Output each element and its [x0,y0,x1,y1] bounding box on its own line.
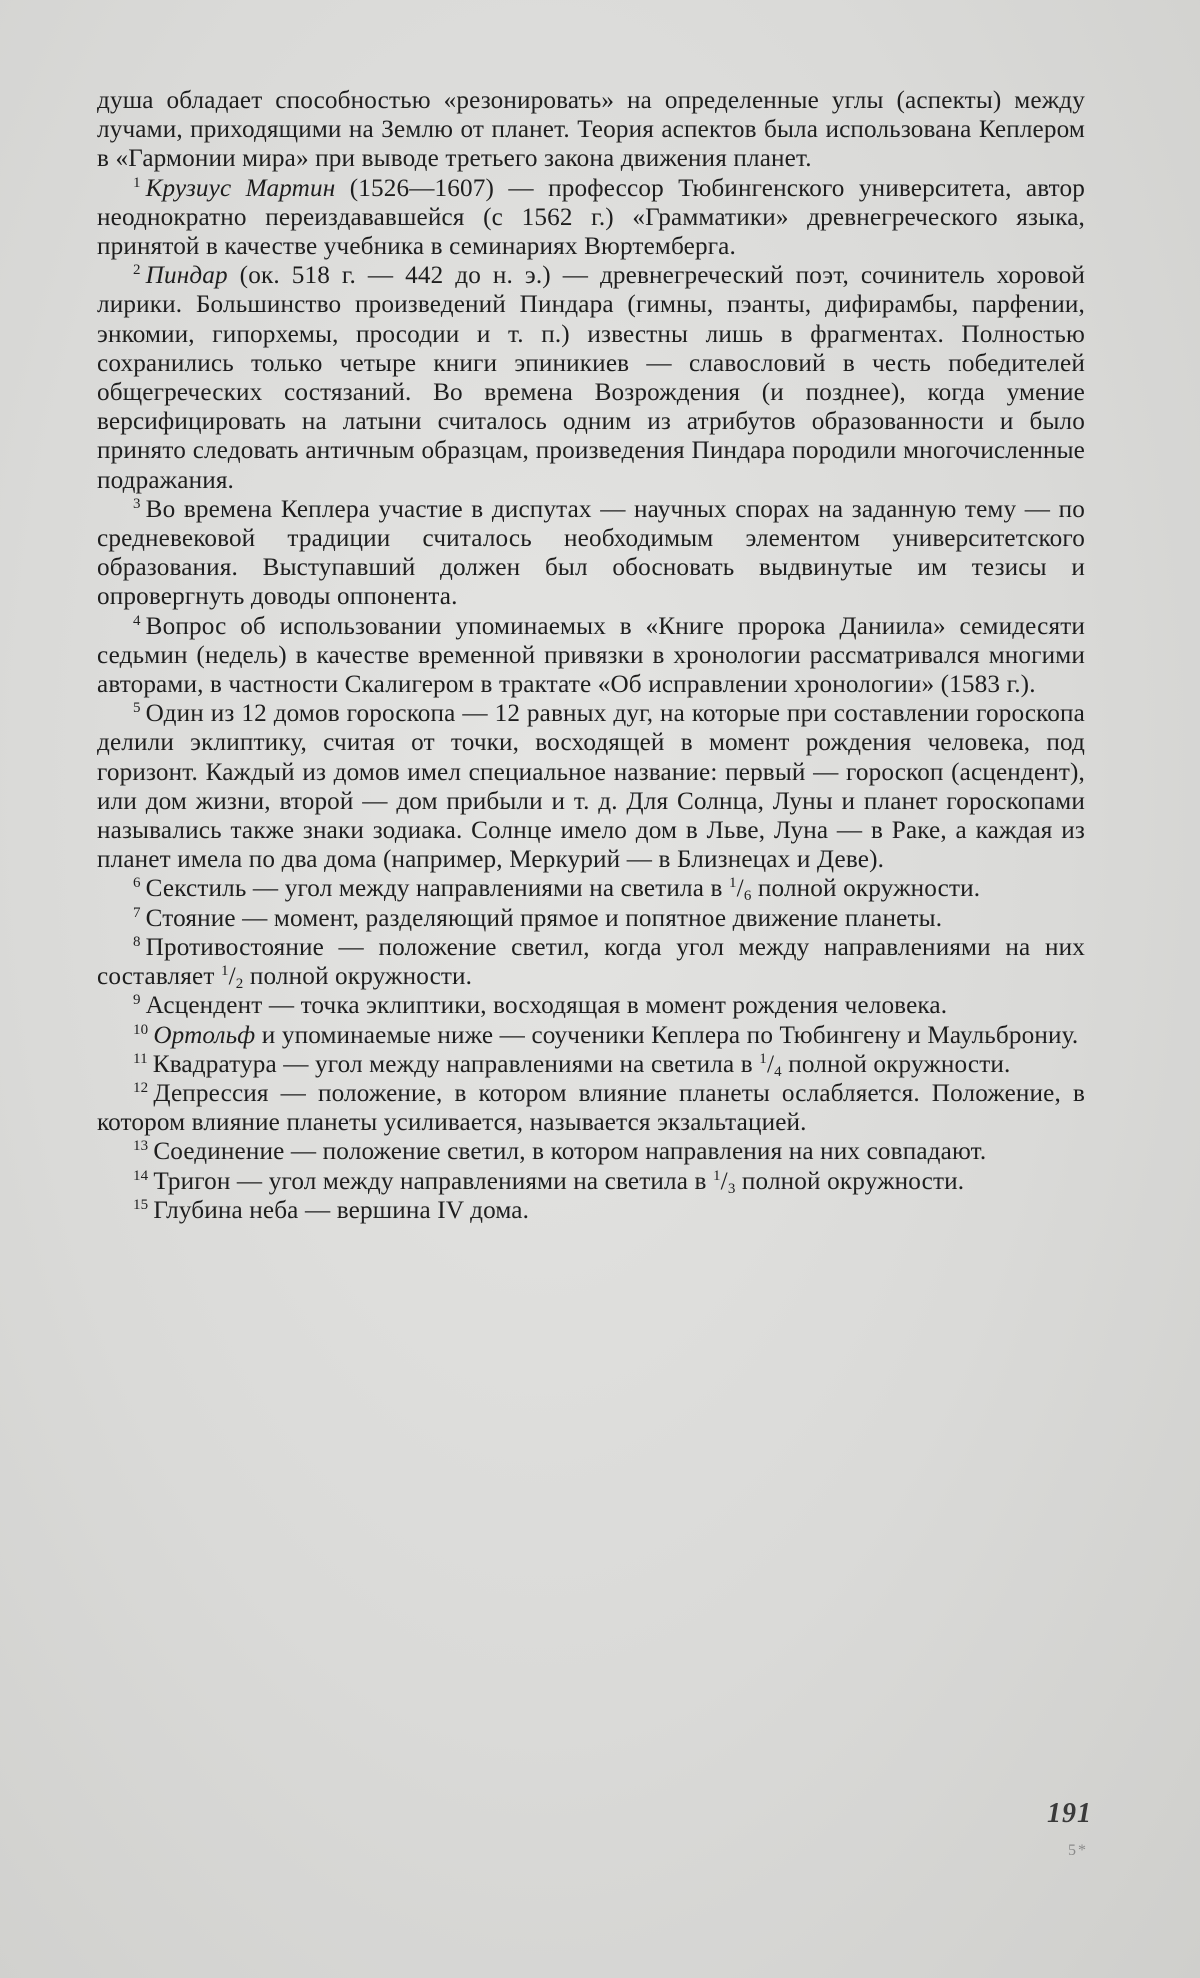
footnote-text: (ок. 518 г. — 442 до н. э.) — древнегреческий поэт, сочинитель хоровой лирики. Большинство произведений Пиндара (гимны, пэанты, дифирамбы, парфении, энкомии, гипорхемы, просодии и т. п.) известны лишь в фрагментах. Полностью сохранились только четыре книги эпиникиев — славословий в честь победителей общегреческих состязаний. Во времена Возрождения (и позднее), когда умение версифицировать на латыни считалось одним из атрибутов образованности и было принято следовать античным образцам, произведения Пиндара породили многочисленные подражания. [97,262,1085,493]
footnote-text: Во времена Кеплера участие в диспутах — научных спорах на заданную тему — по средневековой традиции считалось необходимым элементом университетского образования. Выступавший должен был обосновать выдвинутые им тезисы и опровергнуть доводы оппонента. [97,496,1085,611]
footnote-text-before: Секстиль — угол между направлениями на светила в [146,875,729,902]
footnote-text: Глубина неба — вершина IV дома. [153,1197,529,1224]
lead-paragraph-text: душа обладает способностью «резонировать» на определенные углы (аспекты) между лучами, приходящими на Землю от планет. Теория аспектов была использована Кеплером в «Гармонии мира» при выводе третьего закона движения планет. [97,87,1085,172]
footnote-text: Стояние — момент, разделяющий прямое и попятное движение планеты. [146,905,943,932]
footnote-number: 5 [133,700,141,716]
footnote-text: Вопрос об использовании упоминаемых в «Книге пророка Даниила» семидесяти седьмин (недель) в качестве временной привязки в хронологии рассматривался многими авторами, в частности Скалигером в трактате «Об исправлении хронологии» (1583 г.). [97,613,1085,698]
footnote-number: 15 [133,1197,148,1213]
footnote-2 [97,261,1085,495]
fraction-numerator: 1 [729,875,737,891]
footnote-number: 14 [133,1168,148,1184]
footnote-number: 3 [133,496,141,512]
footnote-3 [97,495,1085,612]
footnote-number: 12 [133,1080,148,1096]
footnote-number: 11 [133,1051,148,1067]
footnote-12 [97,1079,1085,1137]
fraction-denominator: 4 [774,1064,782,1080]
footnote-text-after: полной окружности. [735,1168,964,1195]
fraction: 1/3 [713,1168,735,1195]
fraction: 1/2 [221,963,243,990]
footnote-number: 8 [133,934,141,950]
footnote-6 [97,874,1085,903]
fraction-numerator: 1 [713,1168,721,1184]
footnote-text-after: полной окружности. [782,1051,1011,1078]
fraction-denominator: 2 [236,976,244,992]
footnotes-text [97,86,1085,1225]
signature-mark: 5* [1068,1842,1088,1860]
footnote-1 [97,174,1085,262]
footnote-number: 7 [133,905,141,921]
footnote-text-before: Тригон — угол между направлениями на светила в [153,1168,713,1195]
book-page [0,0,1200,1978]
footnote-number: 9 [133,992,141,1008]
fraction: 1/6 [729,875,751,902]
footnote-name: Ортольф [153,1022,255,1049]
footnote-number: 10 [133,1022,148,1038]
footnote-11 [97,1050,1085,1079]
footnote-4 [97,612,1085,700]
footnote-text-after: полной окружности. [243,963,472,990]
footnote-5 [97,699,1085,874]
footnote-text: Депрессия — положение, в котором влияние планеты ослабляется. Положение, в котором влияние планеты усиливается, называется экзальтацией. [97,1080,1085,1136]
footnote-text: Соединение — положение светил, в котором направления на них совпадают. [153,1138,986,1165]
footnote-7 [97,904,1085,933]
footnote-14 [97,1167,1085,1196]
lead-paragraph [97,86,1085,174]
footnote-10 [97,1021,1085,1050]
footnote-8 [97,933,1085,991]
footnote-name: Крузиус Мартин [146,175,336,202]
footnote-number: 1 [133,175,141,191]
page-number: 191 [1047,1798,1092,1830]
footnote-number: 2 [133,262,141,278]
footnote-text: и упоминаемые ниже — соученики Кеплера по Тюбингену и Маульброниу. [255,1022,1078,1049]
fraction-numerator: 1 [221,963,229,979]
footnote-text: (1526—1607) — профессор Тюбингенского университета, автор неоднократно переиздававшейся (с 1562 г.) «Грамматики» древнегреческого языка, принятой в качестве учебника в семинариях Вюртемберга. [97,175,1085,260]
footnote-text-after: полной окружности. [751,875,980,902]
footnote-9 [97,991,1085,1020]
footnote-text-before: Противостояние — положение светил, когда угол между направлениями на них составляет [97,934,1085,990]
footnote-number: 6 [133,875,141,891]
footnote-text-before: Квадратура — угол между направлениями на светила в [153,1051,760,1078]
footnote-13 [97,1137,1085,1166]
footnote-number: 4 [133,613,141,629]
footnote-15 [97,1196,1085,1225]
footnote-name: Пиндар [146,262,228,289]
fraction-numerator: 1 [759,1051,767,1067]
fraction-denominator: 6 [744,888,752,904]
footnote-text: Один из 12 домов гороскопа — 12 равных дуг, на которые при составлении гороскопа делили эклиптику, считая от точки, восходящей в момент рождения человека, под горизонт. Каждый из домов имел специальное название: первый — гороскоп (асцендент), или дом жизни, второй — дом прибыли и т. д. Для Солнца, Луны и планет гороскопами назывались также знаки зодиака. Солнце имело дом в Льве, Луна — в Раке, а каждая из планет имела по два дома (например, Меркурий — в Близнецах и Деве). [97,700,1085,873]
fraction-denominator: 3 [728,1181,736,1197]
footnote-number: 13 [133,1138,148,1154]
footnote-text: Асцендент — точка эклиптики, восходящая в момент рождения человека. [146,992,948,1019]
fraction: 1/4 [759,1051,781,1078]
